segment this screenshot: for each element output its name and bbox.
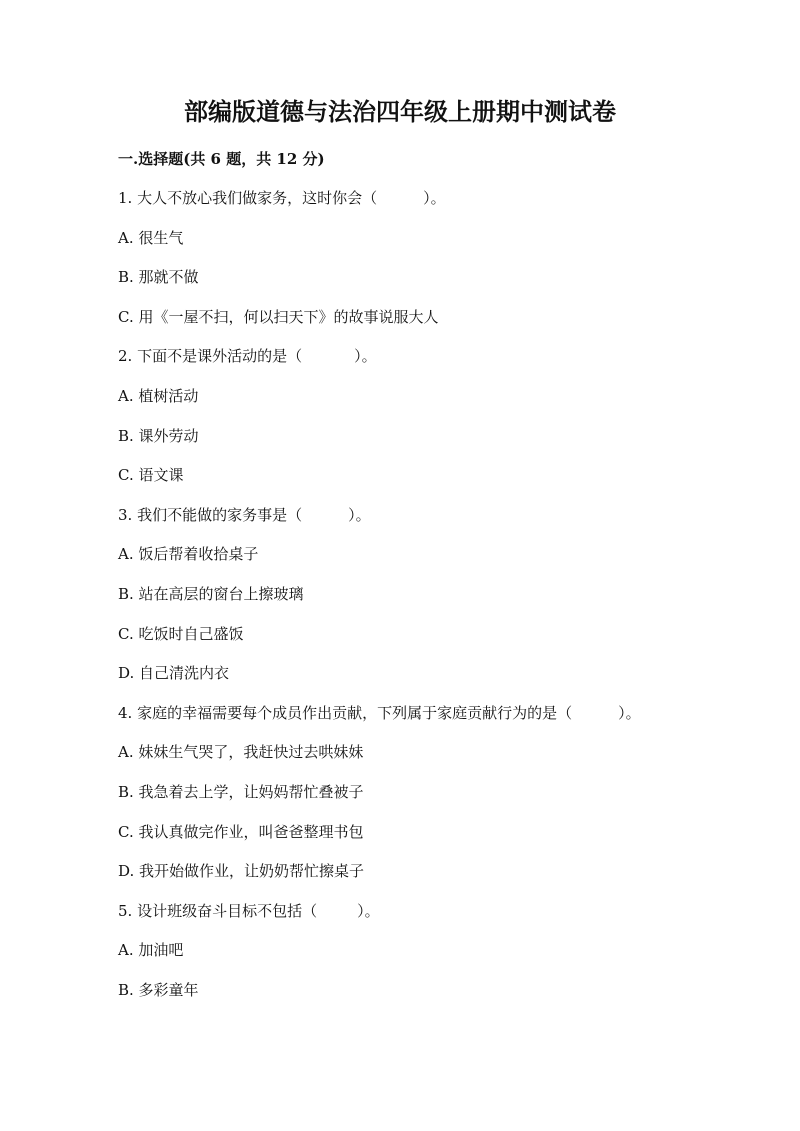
option-item: B. 站在高层的窗台上擦玻璃 xyxy=(118,584,304,603)
question-3-end: ）。 xyxy=(348,505,371,524)
question-1-stem xyxy=(118,186,718,226)
section-heading: 一.选择题(共 6 题，共 12 分) xyxy=(118,150,325,168)
question-5-text: 5. 设计班级奋斗目标不包括（ xyxy=(118,901,318,920)
question-3-stem xyxy=(118,503,718,543)
page-title: 部编版道德与法治四年级上册期中测试卷 xyxy=(184,97,616,126)
option-item: B. 那就不做 xyxy=(118,268,199,287)
question-2-end: ）。 xyxy=(354,347,377,366)
option-item: A. 很生气 xyxy=(118,228,184,247)
option-item: A. 植树活动 xyxy=(118,386,199,405)
question-1-text: 1. 大人不放心我们做家务，这时你会（ xyxy=(118,189,378,207)
option-item: C. 吃饭时自己盛饭 xyxy=(118,624,244,643)
question-2-text: 2. 下面不是课外活动的是（ xyxy=(118,347,303,366)
option-item: D. 我开始做作业，让奶奶帮忙擦桌子 xyxy=(118,862,365,881)
question-4-text: 4. 家庭的幸福需要每个成员作出贡献，下列属于家庭贡献行为的是（ xyxy=(118,703,573,722)
option-item: D. 自己清洗内衣 xyxy=(118,664,230,683)
option-item: B. 我急着去上学，让妈妈帮忙叠被子 xyxy=(118,782,364,801)
question-5-end: ）。 xyxy=(357,901,380,920)
question-4-stem xyxy=(118,701,718,741)
question-4-end: ）。 xyxy=(618,703,641,722)
question-2-stem xyxy=(118,344,718,384)
question-3-text: 3. 我们不能做的家务事是（ xyxy=(118,505,303,524)
option-item: A. 饭后帮着收拾桌子 xyxy=(118,545,259,564)
question-1-end: ）。 xyxy=(423,189,446,207)
option-item: A. 妹妹生气哭了，我赶快过去哄妹妹 xyxy=(118,743,364,762)
option-item: B. 多彩童年 xyxy=(118,980,199,999)
option-item: C. 语文课 xyxy=(118,466,184,485)
option-item: B. 课外劳动 xyxy=(118,426,199,445)
option-item: C. 用《一屋不扫，何以扫天下》的故事说服大人 xyxy=(118,307,439,326)
option-item: A. 加油吧 xyxy=(118,941,184,960)
question-list xyxy=(118,186,718,1017)
option-item: C. 我认真做完作业，叫爸爸整理书包 xyxy=(118,822,364,841)
question-5-stem xyxy=(118,899,718,939)
